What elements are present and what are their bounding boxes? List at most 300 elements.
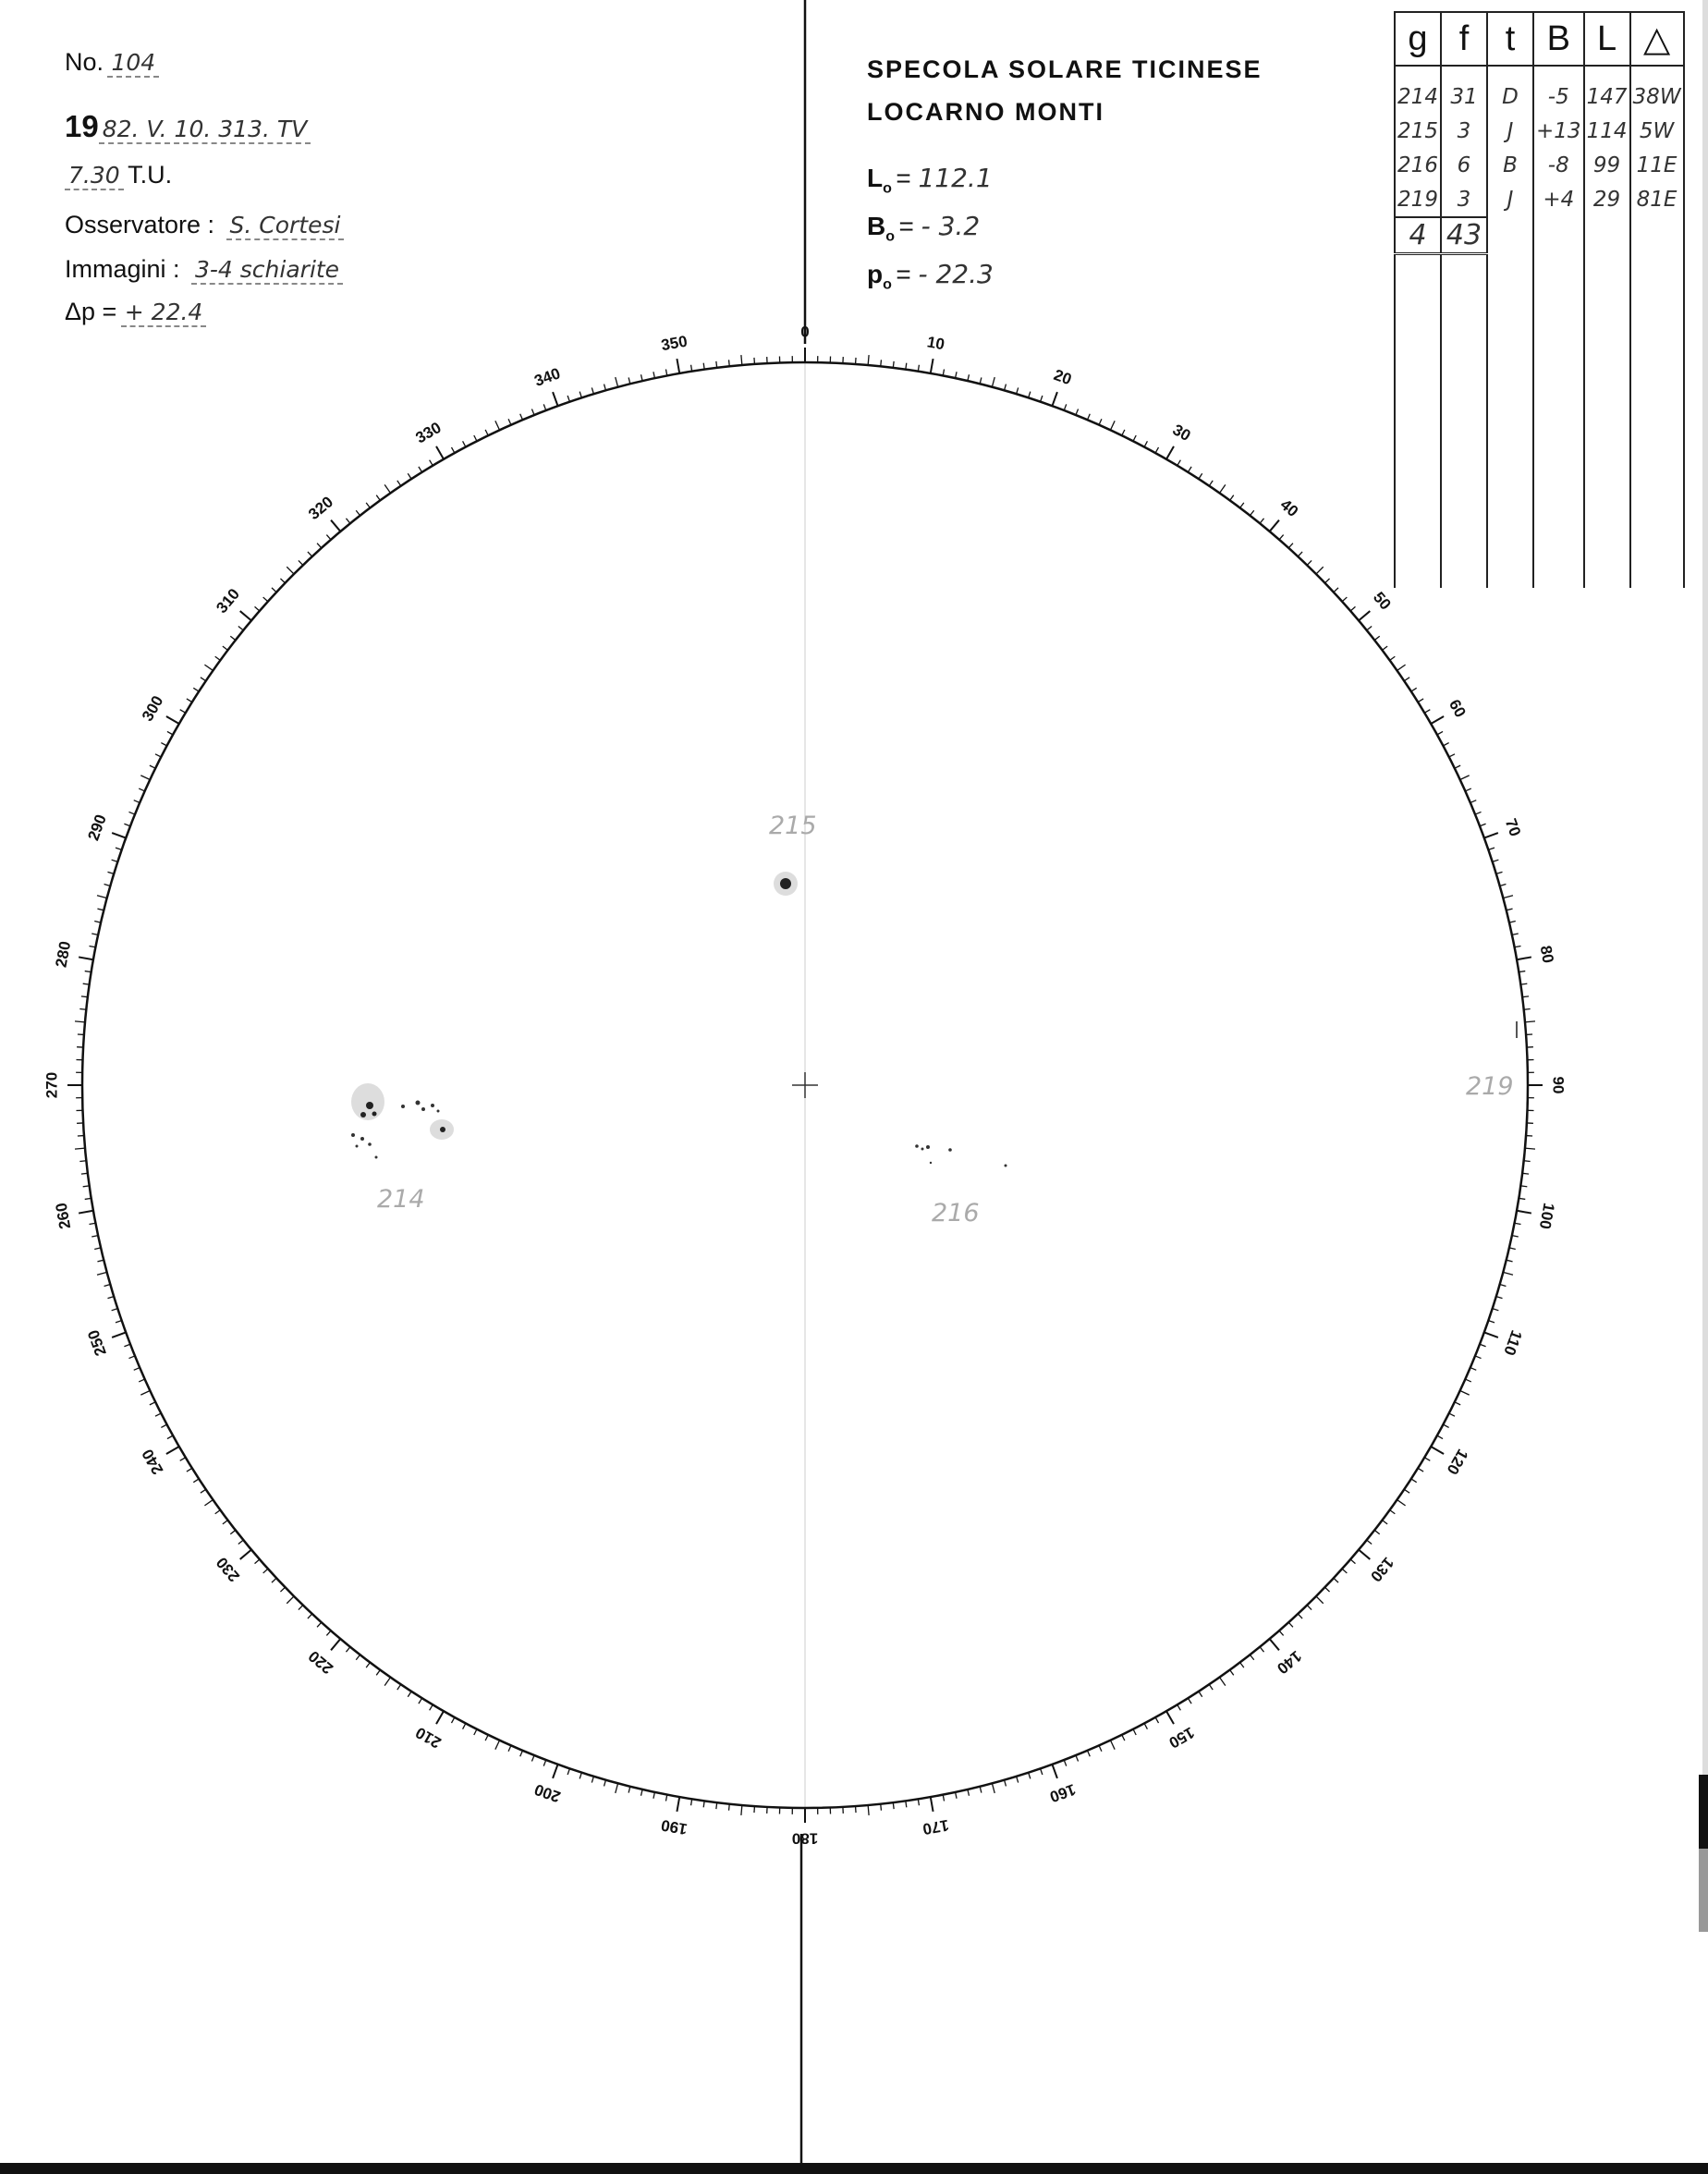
degree-tick [1470, 800, 1476, 803]
degree-tick [531, 1755, 534, 1761]
degree-tick [1359, 611, 1370, 620]
degree-tick [1088, 1751, 1091, 1756]
degree-tick [238, 626, 243, 629]
degree-tick [1133, 1729, 1136, 1735]
degree-tick [580, 1773, 581, 1779]
degree-label: 340 [531, 364, 563, 390]
degree-tick [1041, 1768, 1043, 1775]
degree-tick [868, 1805, 869, 1815]
degree-tick [1017, 387, 1019, 394]
degree-tick [384, 484, 390, 493]
degree-tick [463, 1723, 466, 1728]
degree-tick [1250, 510, 1253, 516]
degree-tick [1465, 788, 1470, 791]
degree-tick [263, 1569, 268, 1573]
degree-tick [1475, 1356, 1481, 1359]
degree-tick [299, 560, 303, 565]
degree-tick [451, 447, 454, 453]
degree-tick [107, 872, 114, 873]
col-header-f: f [1441, 12, 1487, 66]
degree-tick [287, 567, 294, 574]
spot [421, 1107, 425, 1111]
degree-tick [567, 1768, 569, 1775]
degree-tick [1133, 435, 1136, 441]
p0-label: $p_o$ [867, 260, 892, 293]
degree-tick [139, 1379, 144, 1382]
degree-tick [134, 800, 140, 803]
degree-tick [956, 372, 957, 378]
degree-tick [1155, 447, 1158, 453]
table-cell: 3 [1441, 182, 1487, 217]
degree-tick [1260, 1647, 1263, 1652]
umbra [780, 878, 791, 889]
degree-tick [1524, 1009, 1531, 1010]
sunspot-group-215 [774, 872, 798, 896]
L0-line: $L_o = 112.1$ [867, 163, 993, 197]
total-spots: 43 [1441, 217, 1487, 254]
degree-tick [956, 1792, 957, 1799]
degree-tick [346, 519, 349, 523]
L0-label: $L_o$ [867, 164, 892, 197]
degree-tick [223, 1521, 228, 1524]
degree-tick [1177, 460, 1181, 466]
degree-tick [716, 1802, 717, 1809]
degree-tick [508, 419, 511, 424]
degree-tick [1367, 1540, 1372, 1544]
degree-tick [567, 396, 569, 402]
degree-tick [1177, 1704, 1181, 1710]
degree-tick [140, 776, 150, 780]
degree-tick [1298, 1614, 1302, 1618]
degree-tick [716, 361, 717, 368]
degree-tick [1437, 731, 1443, 734]
degree-tick [180, 710, 186, 714]
observer-label: Osservatore : [65, 211, 215, 238]
degree-label: 90 [1549, 1076, 1568, 1094]
degree-tick [1166, 1711, 1174, 1724]
degree-tick [1005, 1780, 1006, 1787]
degree-tick [139, 788, 144, 791]
degree-tick [166, 1447, 179, 1454]
degree-tick [1455, 765, 1460, 768]
degree-tick [79, 1161, 86, 1162]
degree-tick [1230, 1670, 1234, 1676]
degree-tick [1480, 824, 1486, 826]
degree-tick [1220, 1678, 1226, 1686]
degree-tick [1334, 588, 1338, 592]
degree-tick [616, 377, 618, 387]
degree-tick [1390, 656, 1396, 660]
table-cell: +4 [1533, 182, 1584, 217]
degree-tick [419, 1698, 422, 1704]
degree-tick [1507, 1260, 1513, 1262]
degree-tick [1316, 567, 1324, 574]
spot [368, 1142, 372, 1146]
degree-tick [75, 1021, 85, 1022]
degree-tick [1496, 872, 1503, 873]
degree-tick [931, 1797, 933, 1812]
degree-tick [968, 374, 970, 381]
col-header-delta: △ [1630, 12, 1684, 66]
degree-tick [474, 1729, 477, 1735]
L0-value: 112.1 [918, 163, 993, 193]
degree-tick [331, 1639, 340, 1650]
degree-label: 330 [412, 418, 445, 447]
degree-tick [592, 1777, 593, 1783]
degree-label: 140 [1273, 1646, 1305, 1678]
degree-tick [150, 765, 155, 768]
degree-label: 100 [1535, 1201, 1558, 1231]
degree-tick [1052, 1765, 1056, 1778]
degree-label: 220 [305, 1646, 337, 1678]
degree-tick [1397, 1500, 1406, 1506]
degree-tick [1076, 409, 1079, 414]
penumbra [351, 1083, 384, 1120]
time-unit: T.U. [128, 161, 173, 189]
degree-tick [1279, 535, 1284, 540]
degree-tick [104, 1285, 111, 1287]
degree-tick [1449, 754, 1455, 757]
degree-tick [104, 885, 111, 886]
degree-tick [543, 404, 546, 410]
group-label-216: 216 [932, 1199, 980, 1227]
degree-tick [495, 421, 500, 430]
spot [431, 1104, 434, 1107]
degree-label: 300 [138, 692, 167, 725]
degree-tick [1110, 1740, 1115, 1750]
degree-tick [238, 1540, 243, 1544]
degree-tick [317, 1622, 322, 1627]
degree-tick [1209, 1684, 1213, 1690]
degree-tick [1029, 1773, 1031, 1779]
table-cell: B [1487, 148, 1533, 182]
group-label-215: 215 [769, 812, 817, 840]
spot [915, 1144, 919, 1148]
table-cell: 5W [1630, 114, 1684, 148]
degree-tick [1500, 885, 1507, 886]
table-cell: 3 [1441, 114, 1487, 148]
degree-tick [376, 1670, 380, 1676]
degree-tick [161, 1424, 166, 1427]
table-cell: 216 [1395, 148, 1441, 182]
degree-tick [1424, 710, 1430, 714]
table-cell: -5 [1533, 66, 1584, 114]
degree-tick [1517, 1211, 1531, 1214]
degree-tick [508, 1745, 511, 1751]
degree-tick [1076, 1755, 1079, 1761]
degree-tick [1397, 665, 1406, 670]
degree-tick [1509, 1248, 1516, 1250]
degree-tick [1443, 1424, 1448, 1427]
degree-tick [1144, 1723, 1147, 1728]
degree-tick [1166, 446, 1174, 459]
degree-tick [553, 1765, 557, 1778]
degree-tick [128, 812, 134, 814]
degree-tick [1270, 520, 1279, 531]
degree-tick [1404, 1489, 1409, 1493]
degree-tick [1509, 922, 1516, 923]
scan-edge [1699, 1775, 1708, 1849]
col-header-t: t [1487, 12, 1533, 66]
sunspot-group-216 [915, 1144, 1006, 1166]
degree-tick [1503, 896, 1513, 898]
umbra [440, 1127, 445, 1132]
degree-tick [1411, 688, 1417, 691]
scan-edge-bottom [0, 2163, 1708, 2174]
time-value: 7.30 [65, 162, 124, 190]
degree-tick [1209, 481, 1213, 486]
degree-tick [408, 1692, 411, 1697]
degree-tick [167, 731, 173, 734]
degree-tick [1522, 996, 1529, 997]
degree-tick [112, 860, 118, 861]
degree-tick [1350, 1559, 1355, 1564]
degree-tick [1367, 626, 1372, 629]
degree-tick [255, 1559, 260, 1564]
degree-tick [272, 1578, 276, 1582]
degree-tick [451, 1717, 454, 1723]
degree-tick [1316, 1596, 1324, 1604]
number-label: No. [65, 48, 104, 76]
degree-tick [1431, 1447, 1444, 1454]
degree-tick [161, 743, 166, 746]
degree-tick [968, 1789, 970, 1796]
degree-tick [1064, 404, 1067, 410]
degree-tick [1099, 419, 1102, 424]
degree-tick [1411, 1479, 1417, 1483]
spot [375, 1156, 378, 1159]
date-value: 82. V. 10. 313. TV [99, 116, 311, 144]
degree-tick [124, 824, 130, 826]
degree-tick [641, 374, 643, 381]
degree-tick [1383, 646, 1388, 650]
degree-label: 40 [1276, 495, 1302, 521]
degree-tick [1418, 699, 1423, 702]
degree-tick [1374, 636, 1380, 640]
degree-tick [397, 1684, 401, 1690]
table-cell: 99 [1584, 148, 1630, 182]
degree-tick [1488, 848, 1494, 849]
degree-label: 80 [1536, 944, 1557, 965]
umbra [360, 1112, 366, 1118]
degree-tick [992, 377, 994, 387]
degree-tick [1460, 1390, 1470, 1395]
degree-tick [1088, 414, 1091, 420]
degree-tick [1099, 1745, 1102, 1751]
degree-tick [1503, 1272, 1513, 1275]
table-cell: 6 [1441, 148, 1487, 182]
degree-tick [1041, 396, 1043, 402]
degree-tick [116, 848, 122, 849]
degree-tick [1359, 1550, 1370, 1559]
degree-tick [741, 355, 742, 365]
degree-label: 310 [213, 585, 244, 617]
table-cell: 114 [1584, 114, 1630, 148]
table-cell: 147 [1584, 66, 1630, 114]
degree-tick [1525, 1148, 1535, 1149]
degree-tick [1507, 909, 1513, 910]
degree-tick [992, 1783, 994, 1793]
degree-tick [215, 656, 221, 660]
degree-tick [1524, 1161, 1531, 1162]
degree-tick [641, 1789, 643, 1796]
degree-tick [1465, 1379, 1470, 1382]
degree-tick [1334, 1578, 1338, 1582]
degree-tick [881, 360, 882, 366]
degree-tick [1480, 1344, 1486, 1347]
degree-tick [653, 1792, 654, 1799]
scan-edge [1702, 0, 1708, 1775]
degree-tick [107, 1297, 114, 1299]
degree-tick [366, 1663, 370, 1668]
degree-tick [215, 1510, 221, 1514]
degree-tick [94, 922, 101, 923]
degree-label: 130 [1366, 1553, 1397, 1585]
degree-tick [1155, 1717, 1158, 1723]
spot [360, 1137, 364, 1141]
spot [926, 1145, 930, 1149]
B0-label: $B_o$ [867, 212, 896, 245]
table-cell: 31 [1441, 66, 1487, 114]
degree-tick [240, 611, 251, 620]
umbra [366, 1102, 373, 1109]
degree-tick [485, 1735, 488, 1740]
degree-tick [1455, 1402, 1460, 1405]
table-cell: 215 [1395, 114, 1441, 148]
table-cell: 219 [1395, 182, 1441, 217]
degree-tick [1122, 1735, 1125, 1740]
delta-p-value: + 22.4 [121, 299, 207, 327]
degree-tick [592, 387, 593, 394]
degree-tick [741, 1805, 742, 1815]
degree-tick [868, 355, 869, 365]
degree-tick [97, 1260, 104, 1262]
degree-tick [1374, 1530, 1380, 1533]
degree-tick [97, 896, 107, 898]
col-header-L: L [1584, 12, 1630, 66]
degree-tick [1188, 467, 1191, 472]
degree-label: 260 [52, 1201, 75, 1231]
year-prefix: 19 [65, 109, 99, 143]
spot [437, 1110, 440, 1113]
table-cell: J [1487, 114, 1533, 148]
degree-tick [1424, 1458, 1430, 1461]
degree-label: 60 [1445, 696, 1470, 721]
degree-label: 110 [1500, 1327, 1526, 1358]
degree-tick [1029, 392, 1031, 398]
degree-tick [436, 1711, 444, 1724]
degree-label: 180 [791, 1829, 819, 1848]
degree-tick [97, 909, 104, 910]
degree-tick [893, 1802, 894, 1809]
degree-label: 290 [84, 812, 110, 843]
degree-label: 320 [305, 493, 337, 524]
degree-tick [193, 1479, 199, 1483]
degree-tick [1475, 812, 1481, 814]
degree-tick [1460, 776, 1470, 780]
degree-tick [299, 1606, 303, 1610]
col-header-B: B [1533, 12, 1584, 66]
degree-label: 70 [1501, 816, 1525, 839]
degree-tick [1350, 606, 1355, 611]
degree-tick [1110, 421, 1115, 430]
degree-tick [1500, 1285, 1507, 1287]
degree-tick [280, 579, 285, 583]
degree-tick [1052, 392, 1056, 406]
degree-tick [1525, 1021, 1535, 1022]
degree-tick [1437, 1435, 1443, 1438]
degree-tick [463, 441, 466, 446]
degree-tick [1488, 1321, 1494, 1323]
degree-tick [1270, 1639, 1279, 1650]
group-label-219: 219 [1466, 1072, 1514, 1101]
umbra [372, 1112, 377, 1117]
table-cell: -8 [1533, 148, 1584, 182]
degree-tick [531, 409, 534, 414]
degree-tick [1279, 1630, 1284, 1635]
degree-tick [543, 1760, 546, 1766]
degree-tick [893, 361, 894, 368]
B0-value: - 3.2 [921, 211, 981, 241]
degree-tick [980, 377, 982, 384]
degree-tick [187, 1468, 192, 1472]
degree-tick [1260, 519, 1263, 523]
degree-tick [326, 535, 331, 540]
degree-tick [1122, 430, 1125, 435]
degree-tick [430, 1704, 433, 1710]
group-label-214: 214 [377, 1185, 425, 1214]
degree-tick [495, 1740, 500, 1750]
degree-tick [116, 1321, 122, 1323]
degree-label: 30 [1169, 421, 1194, 446]
degree-tick [653, 372, 654, 378]
degree-tick [729, 360, 730, 366]
observatory-name: SPECOLA SOLARE TICINESE [867, 55, 1263, 83]
degree-tick [408, 473, 411, 479]
degree-tick [1220, 484, 1226, 493]
degree-label: 350 [659, 332, 689, 355]
spot [356, 1145, 359, 1148]
degree-tick [94, 1248, 101, 1250]
degree-tick [272, 588, 276, 592]
degree-tick [1017, 1777, 1019, 1783]
degree-label: 150 [1165, 1723, 1198, 1753]
table-cell: 214 [1395, 66, 1441, 114]
degree-tick [1342, 1569, 1347, 1573]
table-cell: 29 [1584, 182, 1630, 217]
degree-tick [1390, 1510, 1396, 1514]
degree-tick [1325, 1587, 1330, 1592]
degree-tick [1404, 678, 1409, 681]
degree-tick [1188, 1698, 1191, 1704]
degree-tick [931, 359, 933, 373]
spot [416, 1101, 421, 1105]
degree-tick [187, 699, 192, 702]
degree-label: 170 [921, 1815, 951, 1838]
degree-tick [155, 754, 161, 757]
scan-edge [1699, 1849, 1708, 1932]
degree-tick [1064, 1760, 1067, 1766]
table-cell: D [1487, 66, 1533, 114]
degree-tick [317, 544, 322, 548]
degree-label: 240 [138, 1446, 167, 1478]
degree-tick [729, 1804, 730, 1811]
degree-tick [201, 678, 206, 681]
degree-tick [604, 385, 606, 391]
degree-tick [140, 1390, 150, 1395]
images-value: 3-4 schiarite [191, 256, 343, 285]
table-cell: 81E [1630, 182, 1684, 217]
